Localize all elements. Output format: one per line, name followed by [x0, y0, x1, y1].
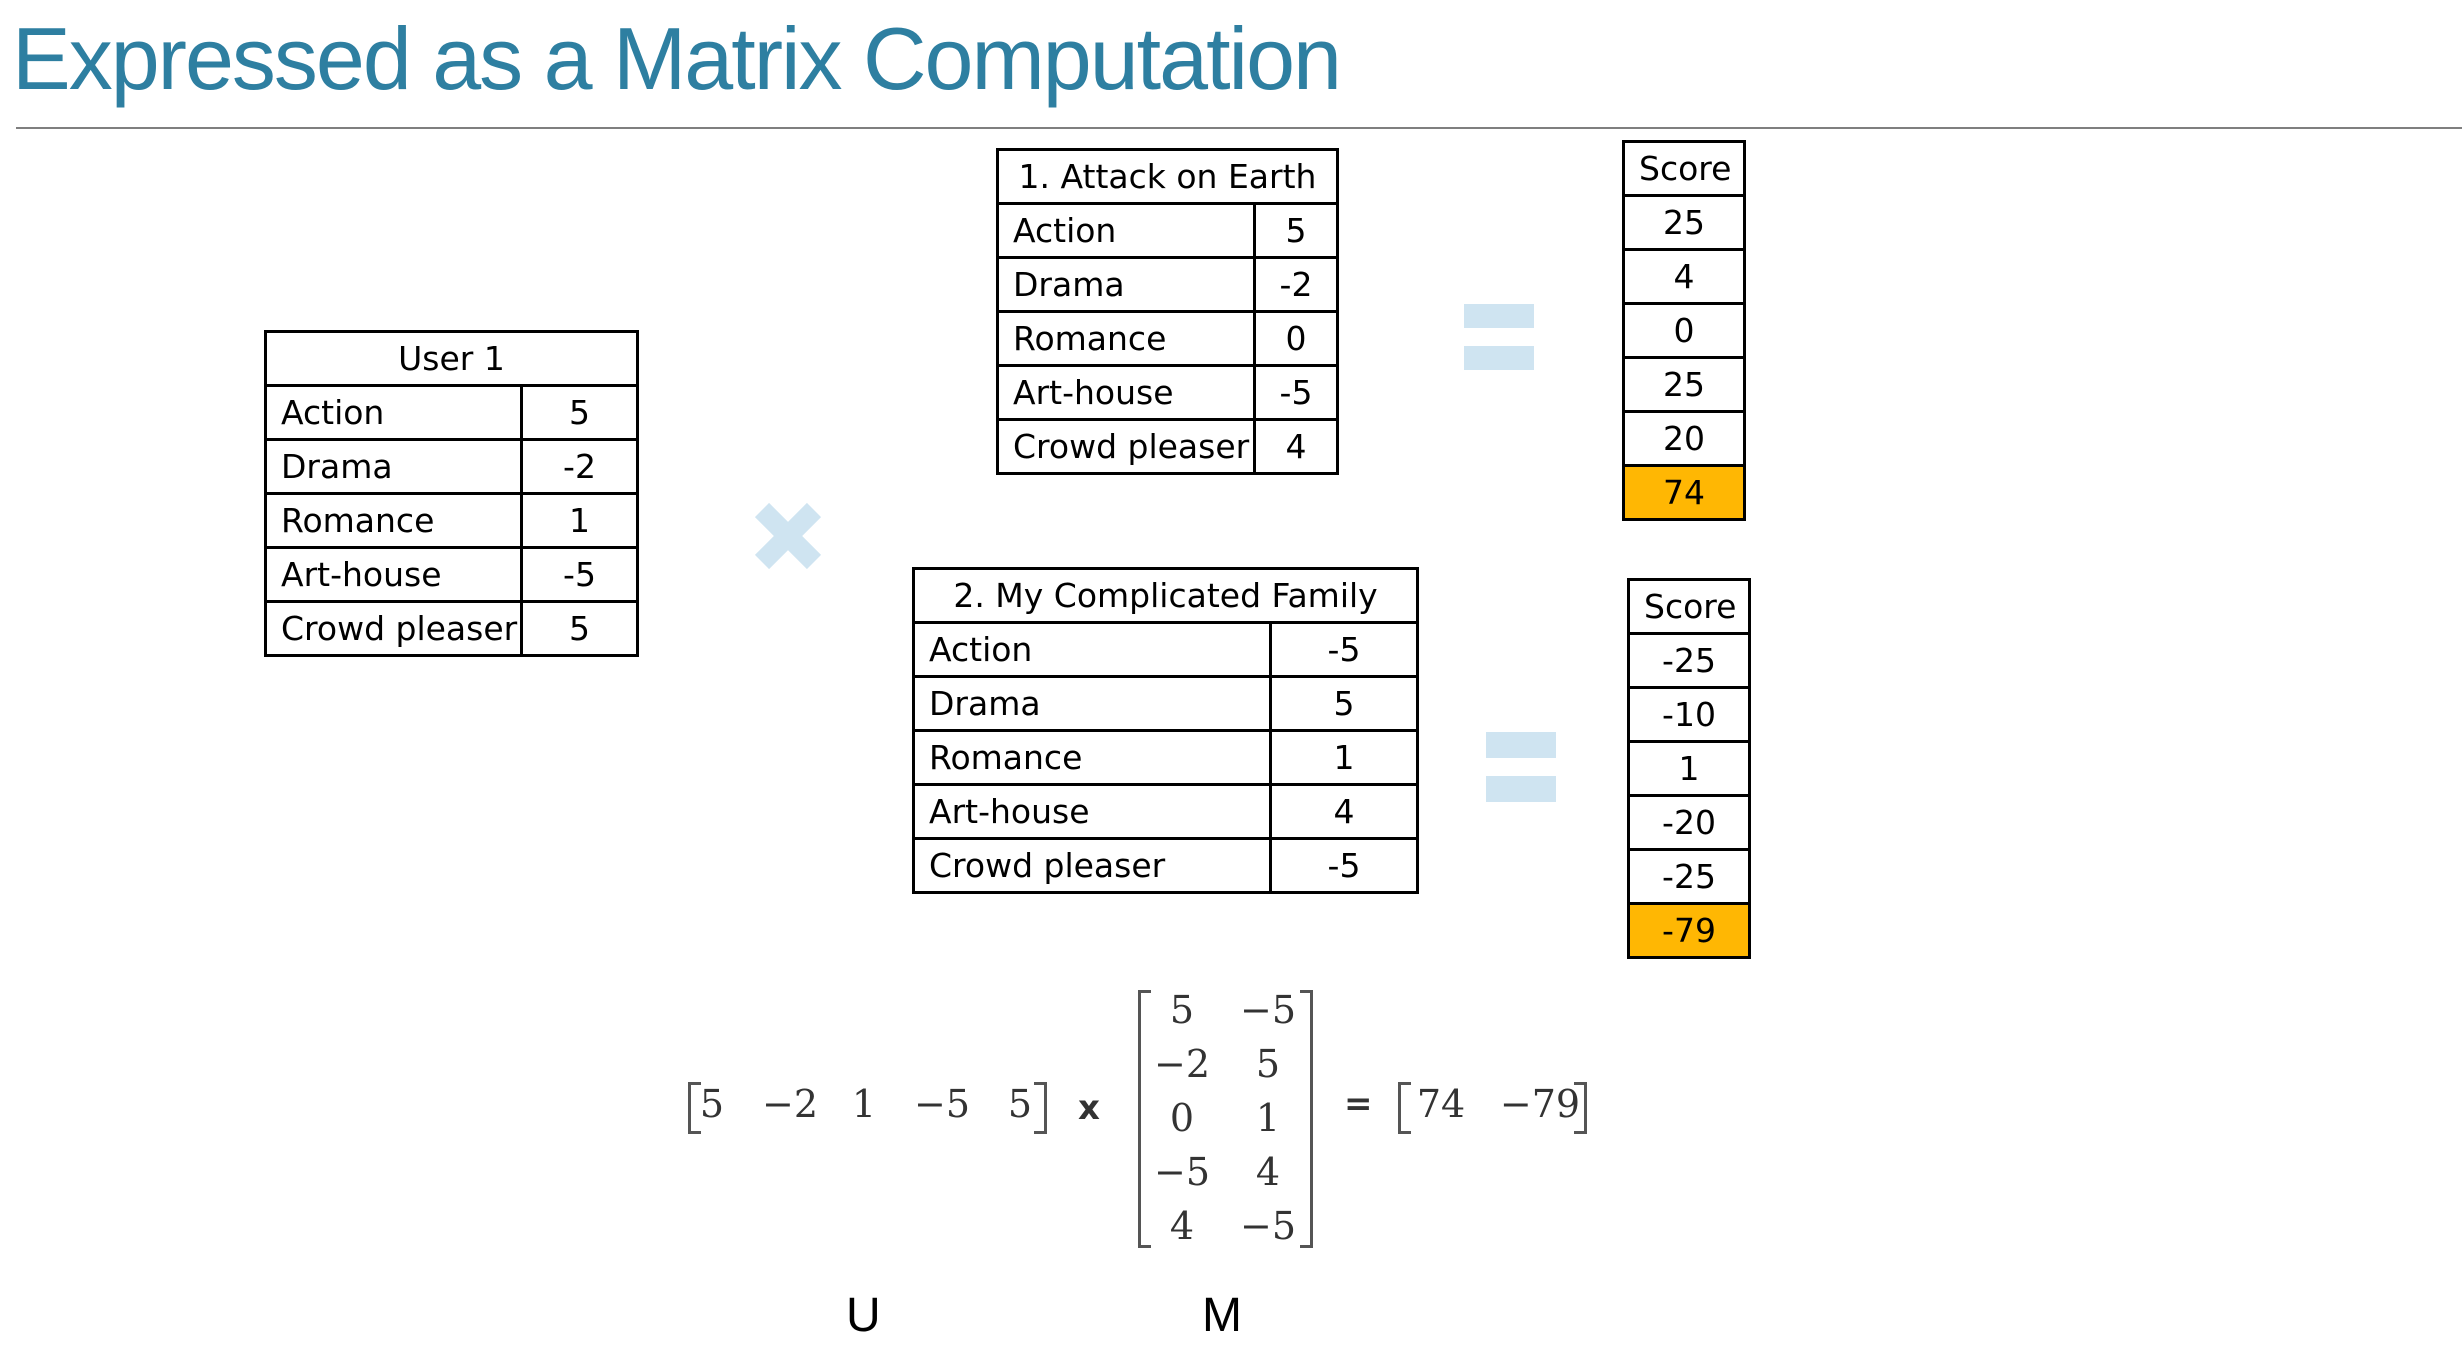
score-total: -79 [1629, 904, 1750, 958]
row-label: Art-house [914, 785, 1271, 839]
table-row [914, 785, 1418, 839]
row-label: Action [266, 386, 522, 440]
row-label: Crowd pleaser [914, 839, 1271, 893]
row-value: -2 [1255, 258, 1338, 312]
row-value: 0 [1255, 312, 1338, 366]
m-entry: −5 [1153, 1150, 1211, 1194]
u-entry: 5 [1007, 1082, 1033, 1126]
equals-symbol: = [1344, 1084, 1373, 1124]
table-row [998, 366, 1338, 420]
table-row [1624, 196, 1745, 250]
row-label: Art-house [266, 548, 522, 602]
user-table-header: User 1 [266, 332, 638, 386]
row-label: Action [914, 623, 1271, 677]
table-row [914, 623, 1418, 677]
table-row [1629, 634, 1750, 688]
row-label: Crowd pleaser [998, 420, 1255, 474]
movie1-table-header: 1. Attack on Earth [998, 150, 1338, 204]
m-entry: 4 [1169, 1204, 1195, 1248]
row-value: 4 [1255, 420, 1338, 474]
table-row [1624, 412, 1745, 466]
table-row [1624, 304, 1745, 358]
table-row [266, 440, 638, 494]
table-row [266, 494, 638, 548]
row-value: -5 [522, 548, 638, 602]
score-value: 0 [1624, 304, 1745, 358]
score-value: -25 [1629, 634, 1750, 688]
row-label: Action [998, 204, 1255, 258]
m-entry: 5 [1169, 988, 1195, 1032]
row-label: Romance [998, 312, 1255, 366]
slide-title: Expressed as a Matrix Computation [12, 9, 1340, 108]
score-value: 25 [1624, 358, 1745, 412]
table-row [1629, 850, 1750, 904]
title-divider [16, 127, 2462, 129]
u-entry: −5 [913, 1082, 971, 1126]
score-value: 20 [1624, 412, 1745, 466]
row-label: Romance [266, 494, 522, 548]
score2-table [1627, 578, 1751, 959]
table-row [914, 731, 1418, 785]
m-entry: −5 [1239, 1204, 1297, 1248]
score-value: 1 [1629, 742, 1750, 796]
table-row [998, 312, 1338, 366]
table-row [266, 602, 638, 656]
row-label: Drama [266, 440, 522, 494]
row-label: Drama [998, 258, 1255, 312]
row-value: 4 [1271, 785, 1418, 839]
movie2-table [912, 567, 1419, 894]
user-table [264, 330, 639, 657]
row-label: Art-house [998, 366, 1255, 420]
table-row [266, 386, 638, 440]
score-value: 4 [1624, 250, 1745, 304]
table-row [998, 420, 1338, 474]
row-label: Crowd pleaser [266, 602, 522, 656]
row-value: -5 [1255, 366, 1338, 420]
score-value: -10 [1629, 688, 1750, 742]
u-entry: 5 [699, 1082, 725, 1126]
row-value: -5 [1271, 839, 1418, 893]
result-entry: −79 [1499, 1082, 1581, 1126]
score-value: -25 [1629, 850, 1750, 904]
row-value: -2 [522, 440, 638, 494]
u-entry: −2 [761, 1082, 819, 1126]
score-value: -20 [1629, 796, 1750, 850]
m-label: M [1202, 1289, 1242, 1342]
table-row [266, 548, 638, 602]
row-value: 5 [1271, 677, 1418, 731]
m-entry: 5 [1255, 1042, 1281, 1086]
table-row [1624, 466, 1745, 520]
table-row [914, 839, 1418, 893]
m-entry: 0 [1169, 1096, 1195, 1140]
score-total: 74 [1624, 466, 1745, 520]
score-value: 25 [1624, 196, 1745, 250]
m-entry: −5 [1239, 988, 1297, 1032]
score1-table [1622, 140, 1746, 521]
table-row [1629, 688, 1750, 742]
table-row [1629, 742, 1750, 796]
multiply-icon [752, 500, 824, 572]
row-value: 5 [522, 602, 638, 656]
table-row [914, 677, 1418, 731]
times-symbol: x [1078, 1088, 1100, 1128]
table-row [1629, 904, 1750, 958]
table-row [998, 258, 1338, 312]
row-value: 1 [1271, 731, 1418, 785]
row-value: 5 [1255, 204, 1338, 258]
result-entry: 74 [1416, 1082, 1466, 1126]
m-entry: −2 [1153, 1042, 1211, 1086]
m-entry: 4 [1255, 1150, 1281, 1194]
table-row [1624, 250, 1745, 304]
m-entry: 1 [1255, 1096, 1281, 1140]
movie2-table-header: 2. My Complicated Family [914, 569, 1418, 623]
table-row [1629, 796, 1750, 850]
row-label: Drama [914, 677, 1271, 731]
table-row [1624, 358, 1745, 412]
score1-header: Score [1624, 142, 1745, 196]
score2-header: Score [1629, 580, 1750, 634]
movie1-table [996, 148, 1339, 475]
row-label: Romance [914, 731, 1271, 785]
row-value: -5 [1271, 623, 1418, 677]
table-row [998, 204, 1338, 258]
row-value: 1 [522, 494, 638, 548]
row-value: 5 [522, 386, 638, 440]
u-entry: 1 [851, 1082, 877, 1126]
u-label: U [846, 1289, 881, 1342]
